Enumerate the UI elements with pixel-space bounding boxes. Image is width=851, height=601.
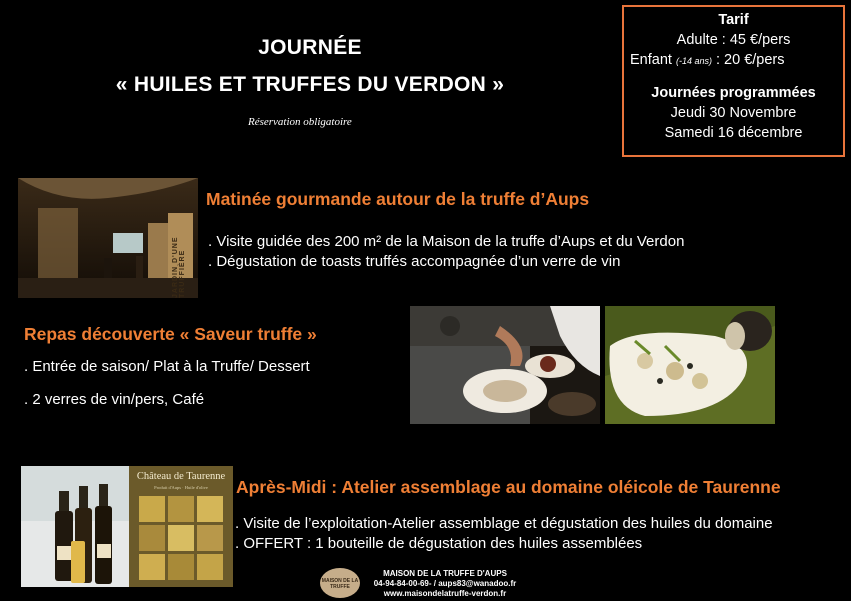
date-1: Jeudi 30 Novembre [670,105,797,121]
tarif-child: Enfant (-14 ans) : 20 €/pers [630,52,785,68]
chateau-taurenne-box [129,466,233,587]
tarif-box [622,5,845,157]
chateau-subtitle: Produit d'Aups · Huile d'olive [154,485,208,490]
apres-midi-item-1: . Visite de l’exploitation-Atelier assemblage et dégustation des huiles du domaine [235,515,773,532]
footer-website[interactable]: www.maisondelatruffe-verdon.fr [383,589,507,598]
tarif-child-age: (-14 ans) [675,56,712,66]
repas-title: Repas découverte « Saveur truffe » [24,324,317,344]
museum-sign: JARDIN D'UNE TRUFFIÈRE [172,236,186,298]
tarif-heading: Tarif [718,12,749,28]
maison-truffe-logo: MAISON DE LA TRUFFE [320,568,360,598]
repas-item-2: . 2 verres de vin/pers, Café [24,391,205,408]
footer-contact-block [360,569,530,599]
oil-bottles-photo [21,466,129,587]
title-line-2: « HUILES ET TRUFFES DU VERDON » [115,73,505,96]
chef-plating-photo [410,306,600,424]
reservation-note: Réservation obligatoire [248,116,352,128]
apres-midi-item-2: . OFFERT : 1 bouteille de dégustation des huiles assemblées [235,535,643,552]
dates-heading: Journées programmées [651,85,816,101]
museum-photo [18,178,198,298]
footer-name: MAISON DE LA TRUFFE D'AUPS [383,569,507,578]
matinee-item-1: . Visite guidée des 200 m² de la Maison de la truffe d’Aups et du Verdon [208,233,685,250]
chateau-title: Château de Taurenne [136,471,226,482]
apres-midi-title: Après-Midi : Atelier assemblage au domaine oléicole de Taurenne [236,477,781,497]
matinee-item-2: . Dégustation de toasts truffés accompagnée d’un verre de vin [208,253,621,270]
tarif-adult: Adulte : 45 €/pers [676,32,791,48]
truffle-dish-photo [605,306,775,424]
title-line-1: JOURNÉE [258,36,362,59]
date-2: Samedi 16 décembre [664,125,803,141]
footer-contact[interactable]: 04-94-84-00-69- / aups83@wanadoo.fr [373,579,517,588]
repas-item-1: . Entrée de saison/ Plat à la Truffe/ Dessert [24,358,310,375]
matinee-title: Matinée gourmande autour de la truffe d’Aups [206,189,590,209]
